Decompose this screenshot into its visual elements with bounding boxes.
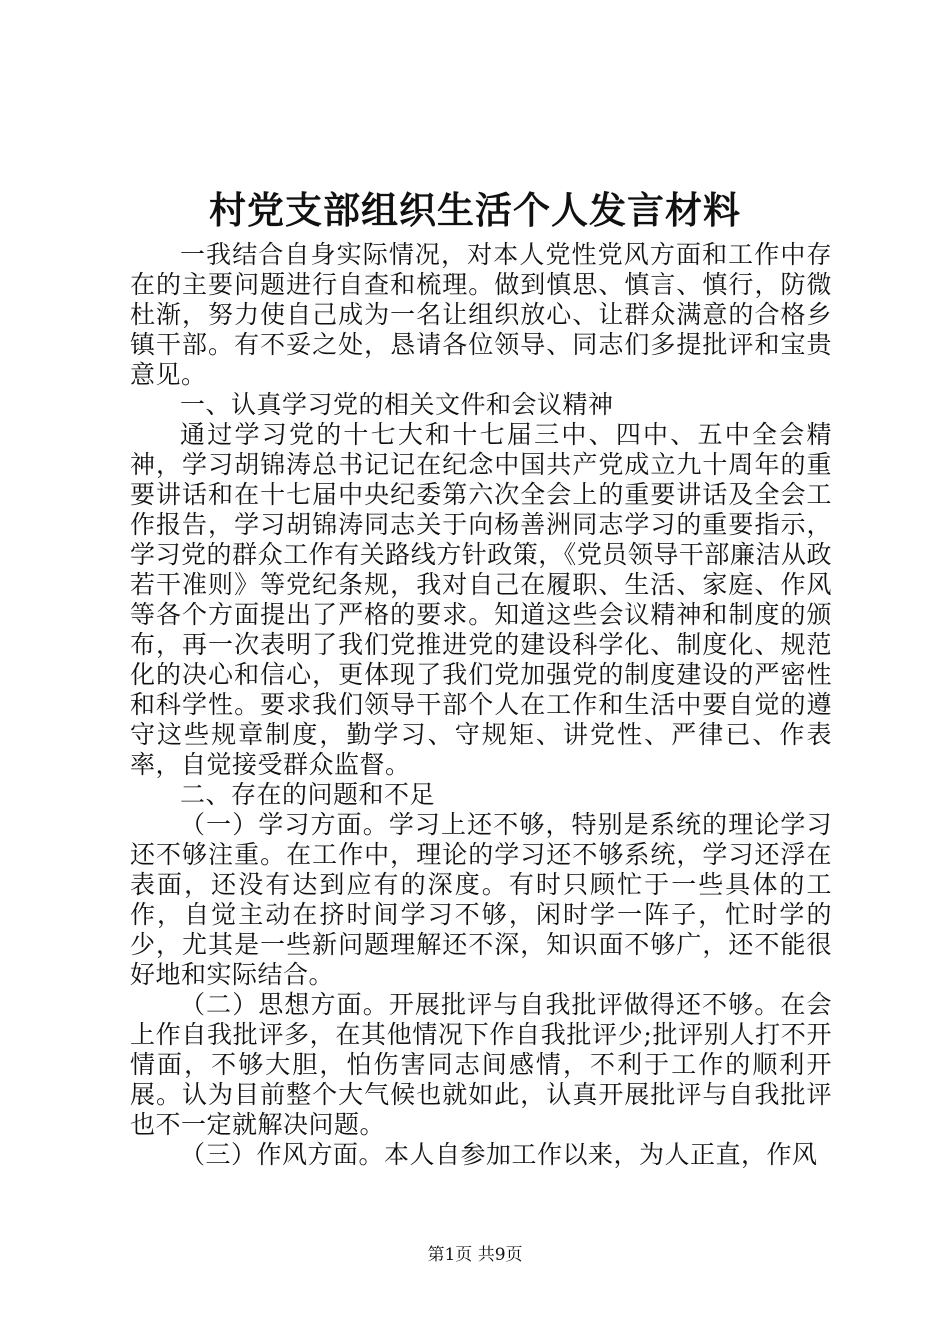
page-footer: 第1页 共9页 bbox=[427, 1245, 523, 1265]
paragraph-style: （三）作风方面。本人自参加工作以来，为人正直，作风 bbox=[180, 1140, 818, 1169]
section-heading-problems: 二、存在的问题和不足 bbox=[180, 780, 436, 809]
paragraph-learning: （一）学习方面。学习上还不够，特别是系统的理论学习还不够注重。在工作中，理论的学习还不够系统，学习还浮在表面，还没有达到应有的深度。有时只顾忙于一些具体的工作，自觉主动在挤时间学习不够，闲时学一阵子，忙时学的少，尤其是一些新问题理解还不深，知识面不够广，还不能很好地和实际结合。 bbox=[130, 810, 832, 989]
paragraph-study: 通过学习党的十七大和十七届三中、四中、五中全会精神，学习胡锦涛总书记记在纪念中国共产党成立九十周年的重要讲话和在十七届中央纪委第六次全会上的重要讲话及全会工作报告，学习胡锦涛同志关于向杨善洲同志学习的重要指示，学习党的群众工作有关路线方针政策，《党员领导干部廉洁从政若干准则》等党纪条规，我对自己在履职、生活、家庭、作风等各个方面提出了严格的要求。知道这些会议精神和制度的颁布，再一次表明了我们党推进党的建设科学化、制度化、规范化的决心和信心，更体现了我们党加强党的制度建设的严密性和科学性。要求我们领导干部个人在工作和生活中要自觉的遵守这些规章制度，勤学习、守规矩、讲党性、严律已、作表率，自觉接受群众监督。 bbox=[130, 420, 832, 779]
paragraph-thinking: （二）思想方面。开展批评与自我批评做得还不够。在会上作自我批评多，在其他情况下作自我批评少;批评别人打不开情面，不够大胆，怕伤害同志间感情，不利于工作的顺利开展。认为目前整个大气候也就如此，认真开展批评与自我批评也不一定就解决问题。 bbox=[130, 990, 832, 1139]
document-title: 村党支部组织生活个人发言材料 bbox=[209, 188, 741, 232]
document-body bbox=[130, 240, 832, 1170]
section-heading-study: 一、认真学习党的相关文件和会议精神 bbox=[180, 390, 614, 419]
paragraph-intro: 一我结合自身实际情况，对本人党性党风方面和工作中存在的主要问题进行自查和梳理。做到慎思、慎言、慎行，防微杜渐，努力使自己成为一名让组织放心、让群众满意的合格乡镇干部。有不妥之处，恳请各位领导、同志们多提批评和宝贵意见。 bbox=[130, 240, 832, 389]
